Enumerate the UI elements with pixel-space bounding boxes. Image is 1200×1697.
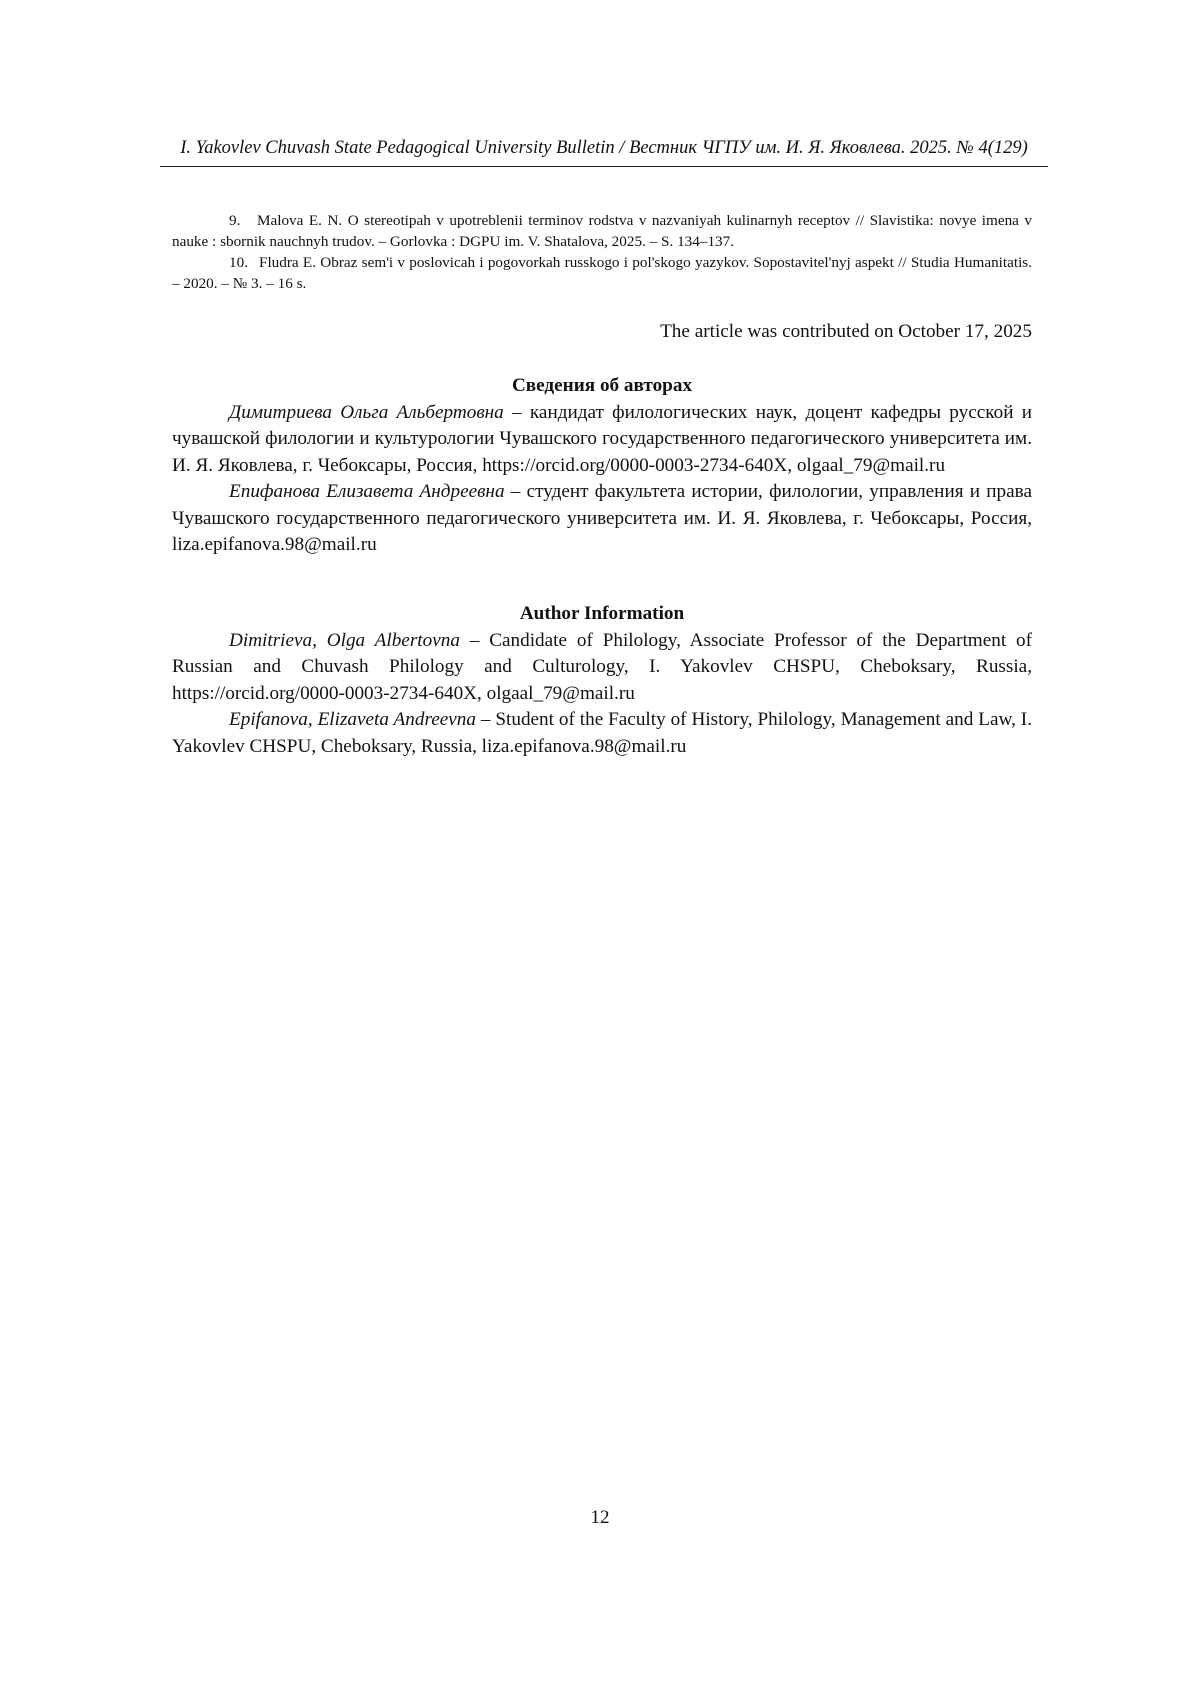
authors-ru-section	[172, 373, 1032, 559]
author-details: – кандидат филологических наук, доцент кафедры русской и чувашской филологии и культурологии Чувашского государственного педагогического университета им. И. Я. Яковлева, г. Чебоксары, Россия, https://orcid.org/0000-0003-2734-640X, olgaal_79@mail.ru	[172, 401, 1032, 476]
reference-item	[172, 252, 1032, 294]
authors-en-section	[172, 601, 1032, 760]
author-entry	[172, 628, 1032, 708]
author-details: – Candidate of Philology, Associate Professor of the Department of Russian and Chuvash Philology and Culturology, I. Yakovlev CHSPU, Cheboksary, Russia, https://orcid.org/0000-0003-2734-640X, olgaal_79@mail.ru	[172, 629, 1032, 704]
reference-text: Fludra E. Obraz sem'i v poslovicah i pogovorkah russkogo i pol'skogo yazykov. Sopostavitel'nyj aspekt // Studia Humanitatis. – 2020. – № 3. – 16 s.	[172, 254, 1032, 292]
reference-text: Malova E. N. O stereotipah v upotreblenii terminov rodstva v nazvaniyah kulinarnyh receptov // Slavistika: novye imena v nauke : sbornik nauchnyh trudov. – Gorlovka : DGPU im. V. Shatalova, 2025. – S. 134–137.	[172, 212, 1032, 250]
authors-en-title: Author Information	[519, 603, 685, 624]
author-name: Epifanova, Elizaveta Andreevna	[229, 709, 476, 730]
reference-list	[172, 210, 1032, 294]
reference-item	[172, 210, 1032, 252]
reference-number: 10.	[229, 254, 248, 271]
authors-ru-title: Сведения об авторах	[511, 375, 693, 396]
running-head: I. Yakovlev Chuvash State Pedagogical University Bulletin / Вестник ЧГПУ им. И. Я. Яковлева. 2025. № 4(129)	[180, 138, 1028, 158]
author-entry	[172, 400, 1032, 480]
reference-number: 9.	[229, 212, 241, 229]
contribution-note: The article was contributed on October 17, 2025	[660, 321, 1032, 342]
author-entry	[172, 479, 1032, 559]
author-details: – Student of the Faculty of History, Philology, Management and Law, I. Yakovlev CHSPU, Cheboksary, Russia, liza.epifanova.98@mail.ru	[172, 709, 1032, 757]
author-name: Епифанова Елизавета Андреевна	[229, 481, 505, 502]
author-name: Димитриева Ольга Альбертовна	[229, 401, 504, 423]
author-details: – студент факультета истории, филологии, управления и права Чувашского государственного педагогического университета им. И. Я. Яковлева, г. Чебоксары, Россия, liza.epifanova.98@mail.ru	[172, 481, 1032, 555]
author-name: Dimitrieva, Olga Albertovna	[229, 629, 460, 651]
header-rule	[160, 166, 1048, 167]
page-number: 12	[590, 1507, 610, 1528]
author-entry	[172, 707, 1032, 760]
